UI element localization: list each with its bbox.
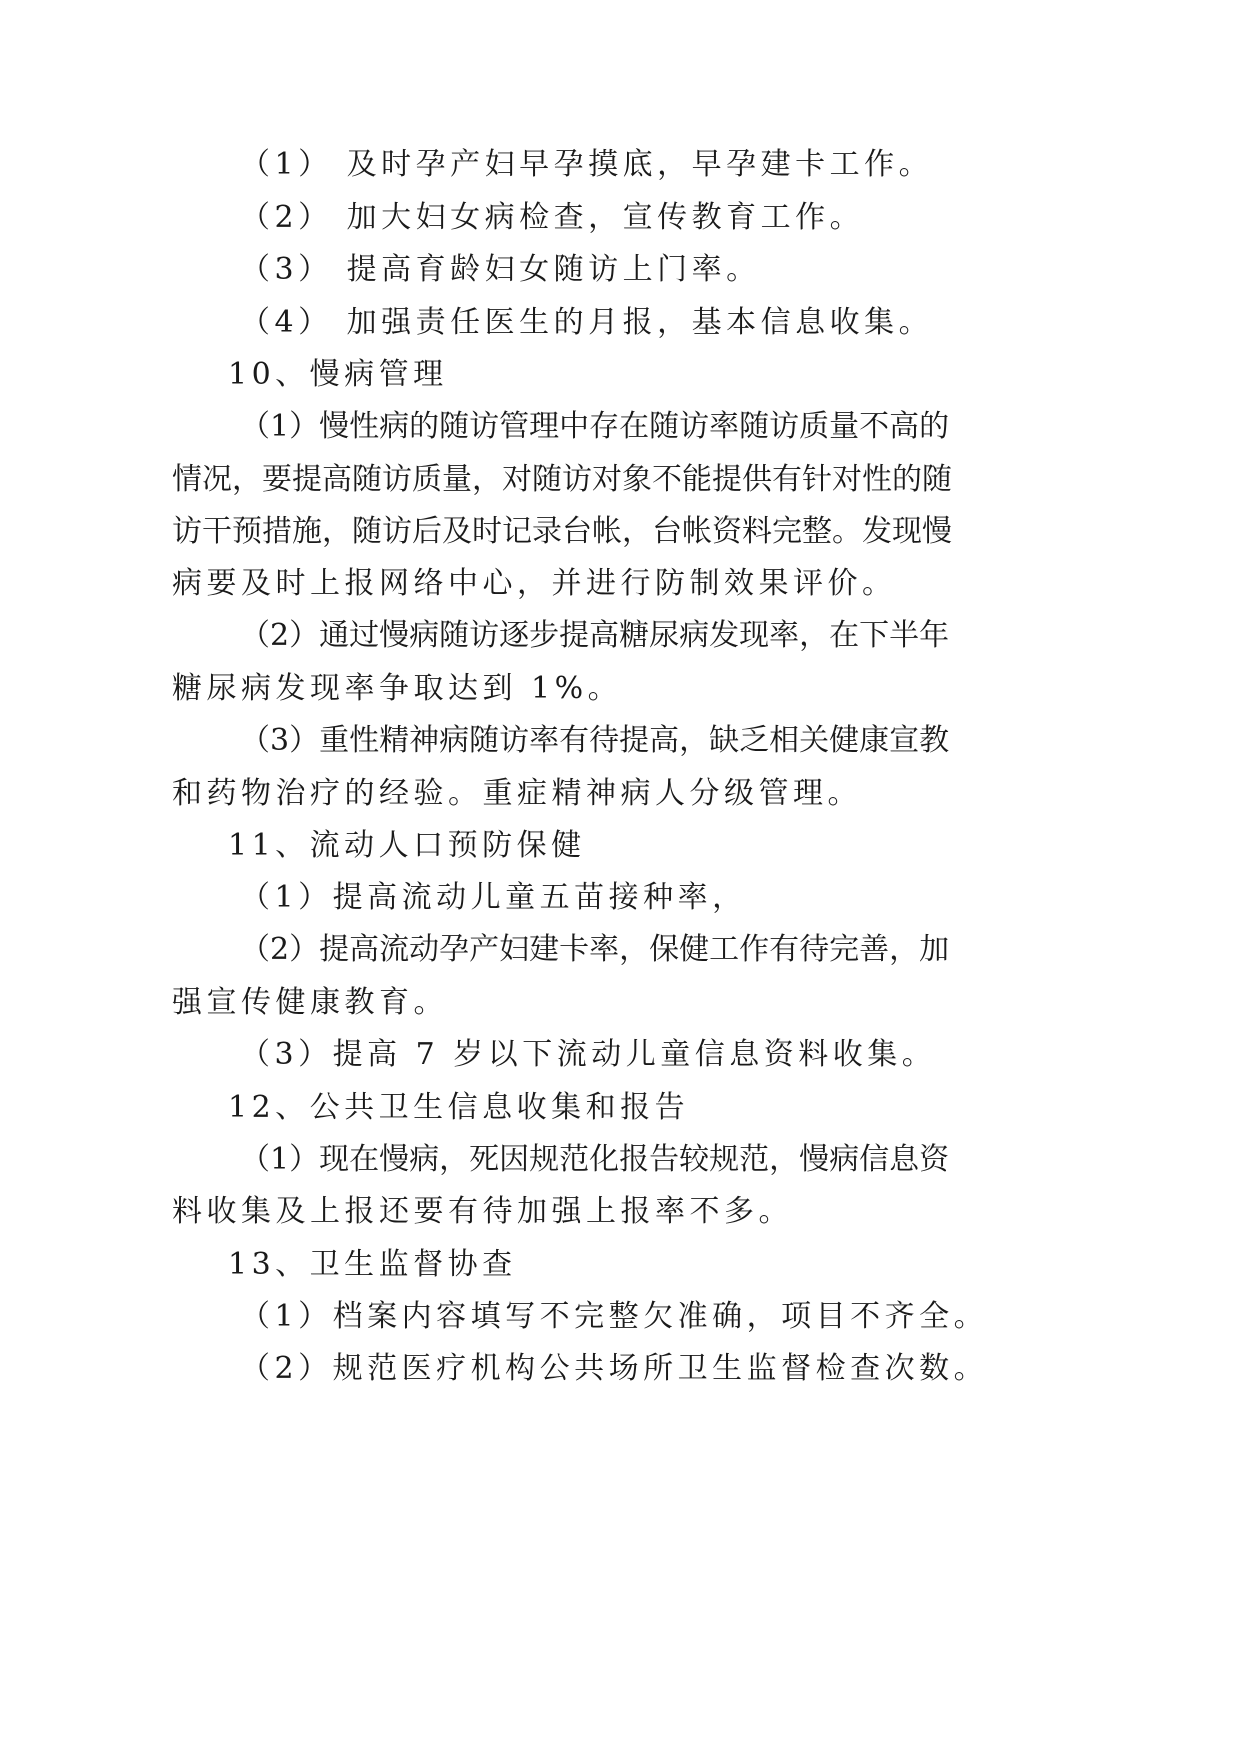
text-line: （ 2 ） 提 高 流 动 孕 产 妇 建 卡 率 ， 保 健 工 作 有 待 完 善 ， 加 xyxy=(240,932,950,967)
text-line: （ 3 ） 重 性 精 神 病 随 访 率 有 待 提 高 ， 缺 乏 相 关 健 康 宣 教 xyxy=(240,723,950,758)
text-line: 糖尿病发现率争取达到 1%。 xyxy=(172,671,623,706)
text-line: （1）提高流动儿童五苗接种率， xyxy=(240,880,747,915)
text-line: 强宣传健康教育。 xyxy=(172,985,448,1020)
text-line: （2）规范医疗机构公共场所卫生监督检查次数。 xyxy=(240,1351,989,1386)
text-line: （1） 及时孕产妇早孕摸底，早孕建卡工作。 xyxy=(240,147,934,182)
text-line: 和药物治疗的经验。重症精神病人分级管理。 xyxy=(172,776,862,811)
text-line: （ 1 ） 慢 性 病 的 随 访 管 理 中 存 在 随 访 率 随 访 质 量 不 高 的 xyxy=(240,409,950,444)
section-heading: 11、流动人口预防保健 xyxy=(228,828,586,863)
text-line: 料收集及上报还要有待加强上报率不多。 xyxy=(172,1194,793,1229)
section-heading: 13、卫生监督协查 xyxy=(228,1247,517,1282)
text-line: （ 1 ） 现 在 慢 病 ， 死 因 规 范 化 报 告 较 规 范 ， 慢 病 信 息 资 xyxy=(240,1142,950,1177)
text-line: 情 况 ， 要 提 高 随 访 质 量 ， 对 随 访 对 象 不 能 提 供 有 针 对 性 的 随 xyxy=(172,462,952,497)
text-line: （ 2 ） 通 过 慢 病 随 访 逐 步 提 高 糖 尿 病 发 现 率 ， 在 下 半 年 xyxy=(240,618,950,653)
text-line: （1）档案内容填写不完整欠准确，项目不齐全。 xyxy=(240,1299,989,1334)
section-heading: 10、慢病管理 xyxy=(228,357,448,392)
text-line: 病要及时上报网络中心，并进行防制效果评价。 xyxy=(172,566,897,601)
text-line: （2） 加大妇女病检查，宣传教育工作。 xyxy=(240,200,865,235)
text-line: 访 干 预 措 施 ， 随 访 后 及 时 记 录 台 帐 ， 台 帐 资 料 完 整 。 发 现 慢 xyxy=(172,514,952,549)
text-line: （3） 提高育龄妇女随访上门率。 xyxy=(240,252,761,287)
text-line: （3）提高 7 岁以下流动儿童信息资料收集。 xyxy=(240,1037,937,1072)
text-line: （4） 加强责任医生的月报，基本信息收集。 xyxy=(240,305,934,340)
section-heading: 12、公共卫生信息收集和报告 xyxy=(228,1090,690,1125)
